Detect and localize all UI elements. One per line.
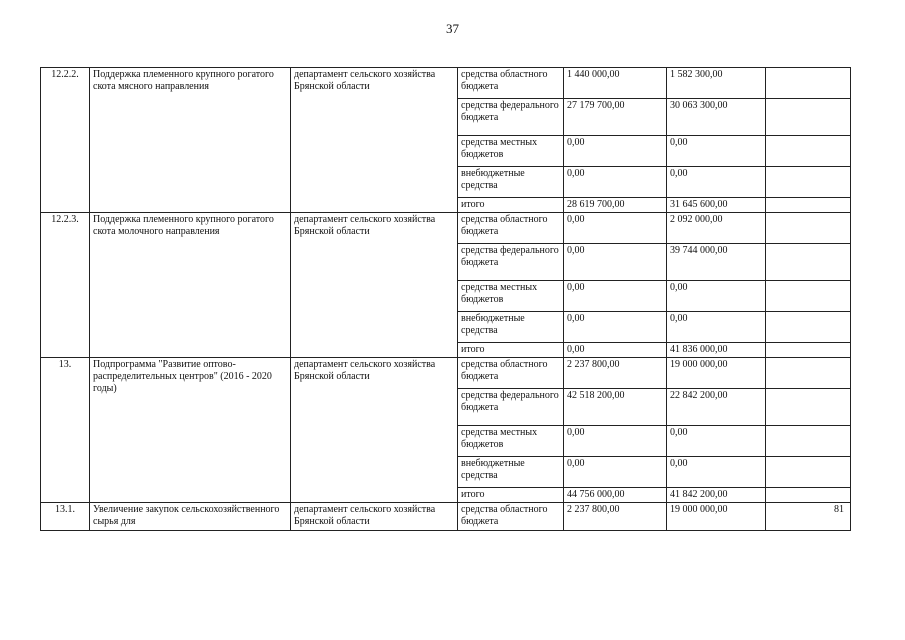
amount-col-2: 39 744 000,00 [667,244,766,281]
item-name: Увеличение закупок сельскохозяйственного сырья для [90,503,291,531]
indicator-cell [766,198,851,213]
amount-col-1: 0,00 [564,167,667,198]
funding-source: средства областного бюджета [458,503,564,531]
item-name: Подпрограмма "Развитие оптово-распределительных центров" (2016 - 2020 годы) [90,358,291,503]
item-code: 12.2.2. [41,68,90,213]
amount-col-2: 19 000 000,00 [667,358,766,389]
funding-source: средства местных бюджетов [458,426,564,457]
amount-col-2: 31 645 600,00 [667,198,766,213]
funding-source: средства федерального бюджета [458,99,564,136]
amount-col-2: 0,00 [667,167,766,198]
amount-col-2: 41 842 200,00 [667,488,766,503]
indicator-cell [766,99,851,136]
funding-source: внебюджетные средства [458,167,564,198]
table-row [41,213,851,244]
indicator-cell [766,389,851,426]
item-name: Поддержка племенного крупного рогатого скота мясного направления [90,68,291,213]
amount-col-1: 0,00 [564,426,667,457]
indicator-cell [766,136,851,167]
indicator-cell [766,213,851,244]
funding-source: средства федерального бюджета [458,244,564,281]
item-code: 12.2.3. [41,213,90,358]
indicator-cell [766,312,851,343]
budget-table [40,67,851,531]
amount-col-2: 0,00 [667,312,766,343]
funding-source: итого [458,198,564,213]
amount-col-1: 0,00 [564,281,667,312]
amount-col-1: 27 179 700,00 [564,99,667,136]
funding-source: внебюджетные средства [458,457,564,488]
table-row [41,358,851,389]
table-row [41,68,851,99]
item-executor: департамент сельского хозяйства Брянской области [291,503,458,531]
indicator-cell: 81 [766,503,851,531]
funding-source: средства областного бюджета [458,358,564,389]
amount-col-2: 0,00 [667,281,766,312]
amount-col-1: 0,00 [564,457,667,488]
funding-source: средства областного бюджета [458,213,564,244]
amount-col-1: 0,00 [564,136,667,167]
amount-col-2: 22 842 200,00 [667,389,766,426]
table-row [41,503,851,531]
indicator-cell [766,358,851,389]
funding-source: итого [458,343,564,358]
funding-source: внебюджетные средства [458,312,564,343]
amount-col-2: 41 836 000,00 [667,343,766,358]
item-code: 13.1. [41,503,90,531]
amount-col-1: 44 756 000,00 [564,488,667,503]
amount-col-2: 0,00 [667,426,766,457]
amount-col-1: 2 237 800,00 [564,358,667,389]
amount-col-1: 0,00 [564,244,667,281]
indicator-cell [766,281,851,312]
amount-col-1: 0,00 [564,213,667,244]
funding-source: средства областного бюджета [458,68,564,99]
funding-source: средства федерального бюджета [458,389,564,426]
amount-col-1: 42 518 200,00 [564,389,667,426]
amount-col-1: 1 440 000,00 [564,68,667,99]
indicator-cell [766,167,851,198]
funding-source: средства местных бюджетов [458,136,564,167]
item-name: Поддержка племенного крупного рогатого скота молочного направления [90,213,291,358]
amount-col-2: 19 000 000,00 [667,503,766,531]
amount-col-2: 2 092 000,00 [667,213,766,244]
amount-col-1: 0,00 [564,343,667,358]
item-executor: департамент сельского хозяйства Брянской области [291,213,458,358]
amount-col-1: 0,00 [564,312,667,343]
item-code: 13. [41,358,90,503]
amount-col-2: 0,00 [667,457,766,488]
amount-col-1: 2 237 800,00 [564,503,667,531]
amount-col-2: 1 582 300,00 [667,68,766,99]
indicator-cell [766,68,851,99]
page-number: 37 [446,21,459,36]
funding-source: итого [458,488,564,503]
amount-col-2: 0,00 [667,136,766,167]
indicator-cell [766,457,851,488]
indicator-cell [766,244,851,281]
indicator-cell [766,488,851,503]
item-executor: департамент сельского хозяйства Брянской области [291,68,458,213]
item-executor: департамент сельского хозяйства Брянской области [291,358,458,503]
amount-col-1: 28 619 700,00 [564,198,667,213]
indicator-cell [766,343,851,358]
funding-source: средства местных бюджетов [458,281,564,312]
amount-col-2: 30 063 300,00 [667,99,766,136]
indicator-cell [766,426,851,457]
